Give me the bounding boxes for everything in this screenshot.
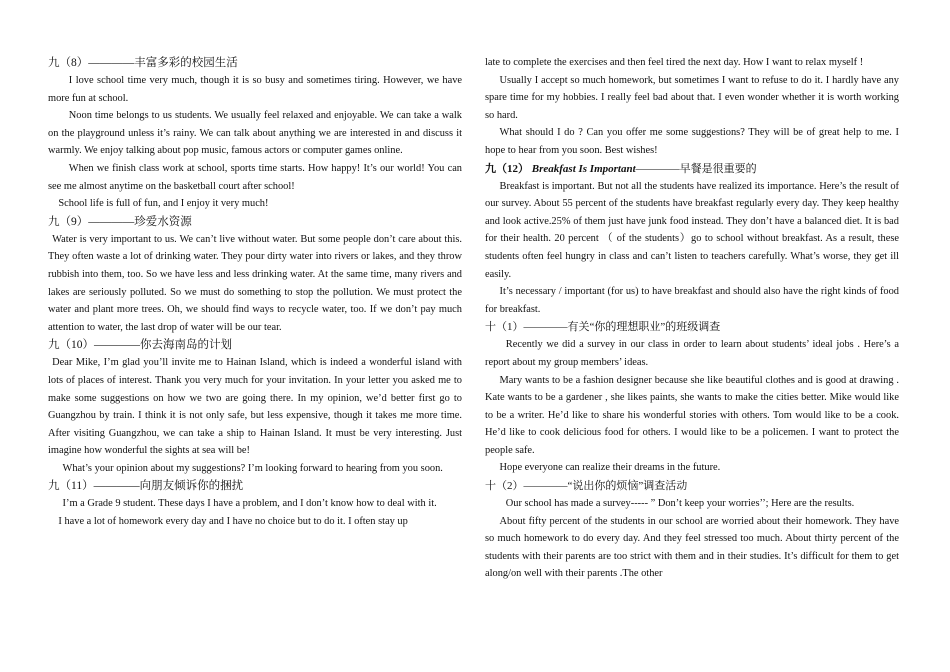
paragraph: What’s your opinion about my suggestions? I’m looking forward to hearing from you soon. <box>62 462 443 474</box>
section-heading-9-9: 九（9）————珍爱水资源 <box>48 215 192 228</box>
section-heading-9-12 <box>485 160 899 178</box>
paragraph: late to complete the exercises and then feel tired the next day. How I want to relax myself ! <box>485 57 864 68</box>
paragraph: When we finish class work at school, sports time starts. How happy! It’s our world! You can see me almost anytime on the basketball court after school! <box>48 162 462 192</box>
paragraph: Mary wants to be a fashion designer because she like beautiful clothes and is good at drawing . Kate wants to be a gardener , she likes paints, she wants to make the cities better. Mike would like to be a writer. He’d like to share his wonderful stories with others. Tom would like to be a cook. He’d like to cook delicious food for others. I would like to be a policemen. I want to protect the people safe. <box>485 374 899 456</box>
paragraph: I have a lot of homework every day and I have no choice but to do it. I often stay up <box>58 516 408 528</box>
paragraph: It’s necessary / important (for us) to have breakfast and should also have the right kinds of food for breakfast. <box>485 286 899 315</box>
right-column <box>485 54 899 583</box>
paragraph: Our school has made a survey----- ” Don’t keep your worries’’; Here are the results. <box>505 498 855 510</box>
paragraph: Recently we did a survey in our class in order to learn about students’ ideal jobs . Here’s a report about my group members’ ideas. <box>485 339 899 368</box>
paragraph: School life is full of fun, and I enjoy it very much! <box>58 198 269 210</box>
paragraph: About fifty percent of the students in our school are worried about their homework. They have so much homework to do every day. And they feel stressed too much. About thirty percent of the students with their parents are too strict with them and in their studies. It’s difficult for them to get along/on well with their parents .The other <box>485 515 899 580</box>
paragraph: Usually I accept so much homework, but sometimes I want to refuse to do it. I hardly have any spare time for my hobbies. I really feel bad about that. I even wonder whether it is worth working so hard. <box>485 74 899 121</box>
heading-number: 九（12） <box>485 162 529 175</box>
paragraph: Noon time belongs to us students. We usually feel relaxed and enjoyable. We can take a walk on the playground unless it’s rainy. We can talk about anything we are interested in and discuss it warmly. We enjoy talking about pop music, famous actors or computer games online. <box>48 110 462 157</box>
section-heading-10-1: 十（1）————有关“你的理想职业”的班级调查 <box>485 321 721 334</box>
section-heading-10-2: 十（2）————“说出你的烦恼”调查活动 <box>485 480 688 493</box>
paragraph: Breakfast is important. But not all the students have realized its importance. Here’s the result of our survey. About 55 percent of the students have breakfast regularly every day. They keep healthy and look active.25% of them just have junk food instead. They don’t have a balanced diet. It is bad for their health. 20 percent （ of the students）go to school without breakfast. As a result, these students often feel hungry in class and can’t listen to teachers carefully. What’s worse, they get ill easily. <box>485 180 899 280</box>
paragraph: Dear Mike, I’m glad you’ll invite me to Hainan Island, which is indeed a wonderful island with lots of places of interest. Thank you very much for your invitation. In your letter you asked me to make some suggestions on how we two are going there. In my opinion, we’d better first go to Guangzhou by train. I think it is not only safe, but less expensive, though it takes me more time. After visiting Guangzhou, we can take a ship to Hainan Island. It must be very interesting. Just imagine how wonderful the sights at sea will be! <box>48 357 462 457</box>
heading-english-title: Breakfast Is Important <box>531 162 636 175</box>
section-heading-9-11: 九（11）————向朋友倾诉你的捆扰 <box>48 480 244 493</box>
paragraph: I’m a Grade 9 student. These days I have a problem, and I don’t know how to deal with it. <box>62 498 437 510</box>
heading-chinese-title: ————早餐是很重要的 <box>635 162 757 175</box>
paragraph: What should I do ? Can you offer me some suggestions? They will be of great help to me. I hope to hear from you soon. Best wishes! <box>485 127 899 156</box>
paragraph: Hope everyone can realize their dreams in the future. <box>499 462 721 474</box>
section-heading-9-8: 九（8）————丰富多彩的校园生活 <box>48 57 238 69</box>
left-column <box>48 54 462 531</box>
section-heading-9-10: 九（10）————你去海南岛的计划 <box>48 339 232 352</box>
paragraph: I love school time very much, though it is so busy and sometimes tiring. However, we have more fun at school. <box>48 75 462 104</box>
paragraph: Water is very important to us. We can’t live without water. But some people don’t care about this. They often waste a lot of drinking water. They pour dirty water into rivers or lakes, and they throw rubbish into them, too. So we have less and less drinking water. At the same time, many rivers and lakes are seriously polluted. So we must do something to stop the pollution. We must protect the water and plant more trees. Oh, we should find ways to recycle water, too. If we don’t pay much attention to water, the last drop of water will be our tear. <box>48 233 462 333</box>
